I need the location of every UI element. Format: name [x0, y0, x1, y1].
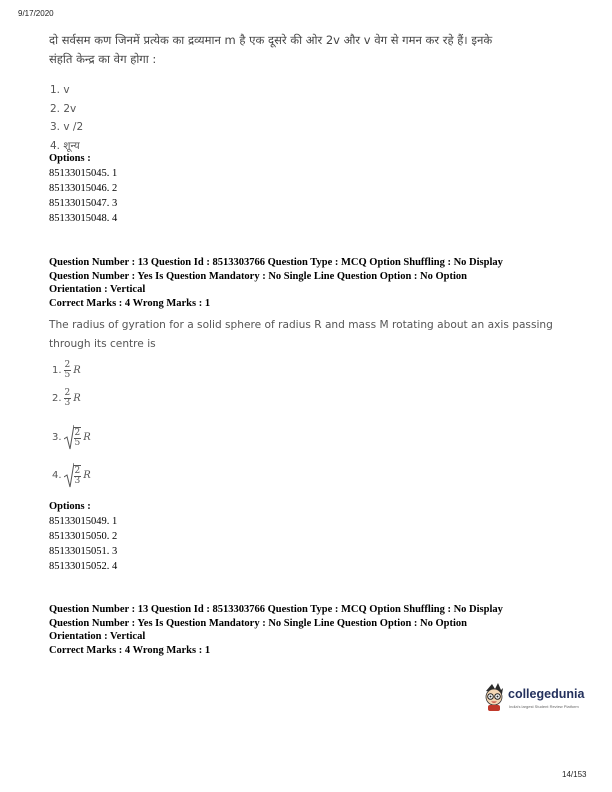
- question-3-info: [49, 603, 579, 657]
- math-choice-2: [52, 389, 81, 408]
- denominator: 3: [74, 475, 81, 486]
- options-label: Options :: [49, 501, 91, 512]
- denominator: 5: [74, 437, 81, 448]
- question-1-choices: [50, 81, 83, 155]
- square-root: [64, 424, 82, 450]
- question-info-line: Orientation : Vertical: [49, 284, 146, 296]
- question-1-line-1: दो सर्वसम कण जिनमें प्रत्येक का द्रव्यमान m है एक दूसरे की ओर 2v और v वेग से गमन कर रहे हैं। इनके: [49, 33, 493, 47]
- variable: R: [83, 469, 91, 481]
- radical-sign-icon: [64, 462, 74, 488]
- collegedunia-logo: [482, 682, 585, 718]
- page-number: 14/153: [562, 770, 587, 779]
- option-id: 85133015045. 1: [49, 168, 118, 179]
- fraction: [74, 465, 82, 486]
- numerator: 2: [74, 465, 81, 476]
- variable: R: [83, 431, 91, 443]
- question-info-line: Orientation : Vertical: [49, 631, 146, 643]
- fraction: [64, 361, 72, 380]
- choice-number: 2.: [52, 393, 62, 404]
- fraction: [74, 427, 82, 448]
- square-root: [64, 462, 82, 488]
- option-id: 85133015048. 4: [49, 213, 118, 224]
- question-2-line-1: The radius of gyration for a solid sphere of radius R and mass M rotating about an axis passing: [49, 319, 553, 331]
- question-1-line-2: संहति केन्द्र का वेग होगा :: [49, 52, 157, 66]
- option-id: 85133015051. 3: [49, 546, 118, 557]
- option-id: 85133015049. 1: [49, 516, 118, 527]
- radical-sign-icon: [64, 424, 74, 450]
- option-id: 85133015047. 3: [49, 198, 118, 209]
- numerator: 2: [64, 388, 71, 398]
- denominator: 3: [64, 398, 71, 408]
- choice-number: 4.: [52, 469, 62, 481]
- numerator: 2: [74, 427, 81, 438]
- question-1-options: [49, 151, 117, 226]
- question-2-info: [49, 256, 579, 310]
- question-info-line: Question Number : Yes Is Question Mandatory : No Single Line Question Option : No Option: [49, 270, 468, 282]
- choice-2: 2. 2v: [50, 102, 77, 115]
- math-choice-1: [52, 361, 81, 380]
- variable: R: [73, 393, 81, 404]
- choice-number: 1.: [52, 365, 62, 376]
- question-2-text: [49, 316, 569, 354]
- logo-tagline: India's largest Student Review Platform: [509, 704, 579, 709]
- marks-line: Correct Marks : 4 Wrong Marks : 1: [49, 297, 211, 309]
- logo-brand: collegedunia: [508, 687, 585, 701]
- question-2-line-2: through its centre is: [49, 338, 156, 350]
- variable: R: [73, 365, 81, 376]
- option-id: 85133015050. 2: [49, 531, 118, 542]
- question-2-options: [49, 499, 117, 574]
- math-choice-4: [52, 462, 91, 488]
- options-label: Options :: [49, 153, 91, 164]
- question-info-line: Question Number : 13 Question Id : 8513303766 Question Type : MCQ Option Shuffling : No Display: [49, 257, 503, 268]
- math-choice-3: [52, 424, 91, 450]
- mascot-icon: [482, 682, 506, 712]
- marks-line: Correct Marks : 4 Wrong Marks : 1: [49, 644, 211, 656]
- numerator: 2: [64, 360, 71, 370]
- choice-1: 1. v: [50, 84, 70, 96]
- question-info-line: Question Number : 13 Question Id : 8513303766 Question Type : MCQ Option Shuffling : No Display: [49, 604, 503, 615]
- option-id: 85133015052. 4: [49, 561, 118, 572]
- question-info-line: Question Number : Yes Is Question Mandatory : No Single Line Question Option : No Option: [49, 617, 468, 629]
- denominator: 5: [64, 370, 71, 380]
- option-id: 85133015046. 2: [49, 183, 118, 194]
- choice-number: 3.: [52, 431, 62, 443]
- fraction: [64, 389, 72, 408]
- question-1-text: [49, 31, 569, 69]
- print-date: 9/17/2020: [18, 9, 54, 18]
- choice-4: 4. शून्य: [50, 139, 80, 152]
- choice-3: 3. v /2: [50, 121, 84, 133]
